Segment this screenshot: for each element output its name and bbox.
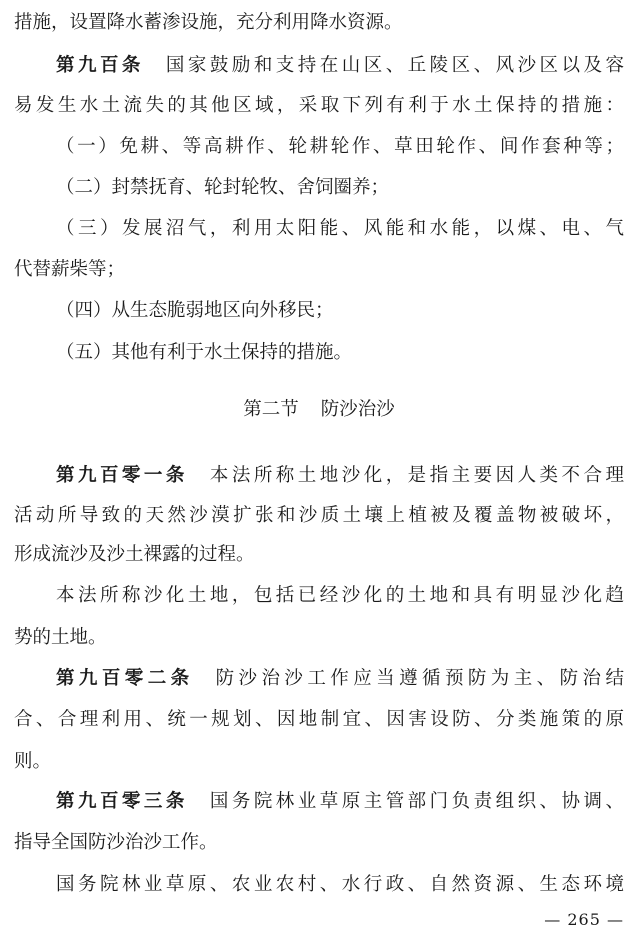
article-heading: 第九百零一条 xyxy=(56,465,188,486)
text-line: 指导全国防沙治沙工作。 xyxy=(14,832,218,853)
section-name: 防沙治沙 xyxy=(320,399,395,420)
article-903-line xyxy=(56,789,624,815)
article-text: 本法所称土地沙化，是指主要因人类不合理 xyxy=(209,465,624,486)
section-title xyxy=(0,397,638,423)
text-line: 代替薪柴等； xyxy=(14,259,126,280)
section-number: 第二节 xyxy=(243,399,299,420)
text-line: 活动所导致的天然沙漠扩张和沙质土壤上植被及覆盖物被破坏， xyxy=(14,505,624,526)
article-text: 国务院林业草原主管部门负责组织、协调、 xyxy=(209,791,624,812)
article-heading: 第九百零三条 xyxy=(56,791,188,812)
text-line: 措施，设置降水蓄渗设施，充分利用降水资源。 xyxy=(14,12,403,33)
text-line: 形成流沙及沙土裸露的过程。 xyxy=(14,544,255,565)
list-item: （二）封禁抚育、轮封轮牧、舍饲圈养； xyxy=(56,177,390,198)
text-line: 国务院林业草原、农业农村、水行政、自然资源、生态环境 xyxy=(56,874,624,895)
list-item: （一）免耕、等高耕作、轮耕轮作、草田轮作、间作套种等； xyxy=(56,136,624,157)
article-900-line xyxy=(56,53,624,79)
article-901-line xyxy=(56,463,624,489)
article-902-line xyxy=(56,666,624,692)
text-line: 本法所称沙化土地，包括已经沙化的土地和具有明显沙化趋 xyxy=(56,585,624,606)
page-number: — 265 — xyxy=(544,910,624,929)
text-line: 易发生水土流失的其他区域，采取下列有利于水土保持的措施： xyxy=(14,95,624,116)
text-line: 合、合理利用、统一规划、因地制宜、因害设防、分类施策的原 xyxy=(14,709,624,730)
list-item: （四）从生态脆弱地区向外移民； xyxy=(56,300,334,321)
list-item: （三）发展沼气，利用太阳能、风能和水能，以煤、电、气 xyxy=(56,218,624,239)
text-line: 势的土地。 xyxy=(14,627,107,648)
text-line: 则。 xyxy=(14,751,52,772)
article-text: 防沙治沙工作应当遵循预防为主、防治结 xyxy=(215,668,624,689)
list-item: （五）其他有利于水土保持的措施。 xyxy=(56,342,353,363)
article-text: 国家鼓励和支持在山区、丘陵区、风沙区以及容 xyxy=(165,55,624,76)
article-heading: 第九百条 xyxy=(56,55,144,76)
article-heading: 第九百零二条 xyxy=(56,668,194,689)
